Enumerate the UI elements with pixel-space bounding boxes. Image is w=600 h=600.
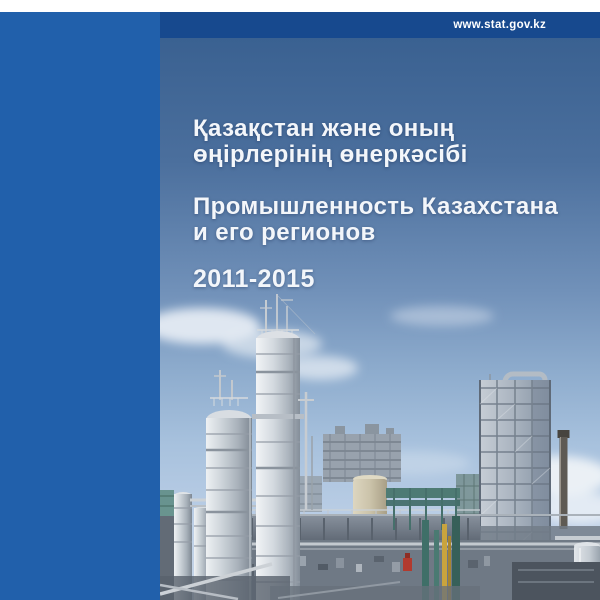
- title-russian-line1: Промышленность Казахстана: [193, 193, 559, 220]
- header-bar: [160, 12, 600, 38]
- title-russian-line2: и его регионов: [193, 219, 376, 246]
- title-russian: [193, 194, 558, 246]
- top-white-strip: [0, 0, 600, 12]
- title-kazakh-line2: өңірлерінің өнеркәсібі: [193, 141, 468, 168]
- left-accent-band: [0, 12, 160, 600]
- edition-years: 2011-2015: [193, 265, 315, 293]
- website-url: www.stat.gov.kz: [453, 19, 546, 31]
- title-kazakh: [193, 116, 468, 168]
- title-kazakh-line1: Қазақстан және оның: [193, 115, 455, 142]
